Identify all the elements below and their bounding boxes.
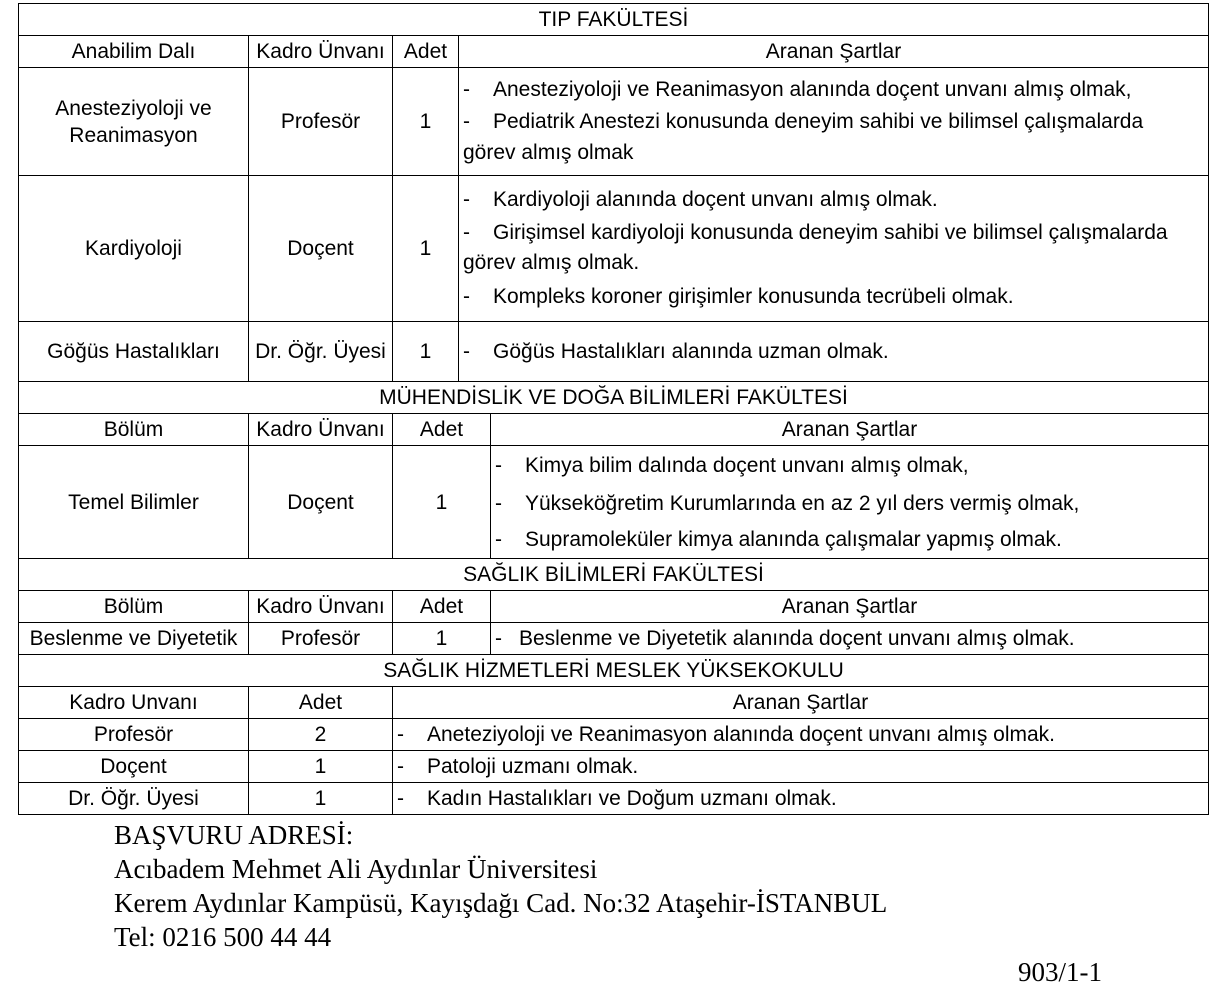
- conditions-cell: [459, 176, 1209, 322]
- col-header-title: Kadro Unvanı: [19, 687, 249, 719]
- col-header-dept: Anabilim Dalı: [19, 36, 249, 68]
- count-cell: 1: [393, 446, 491, 559]
- dept-cell: Göğüs Hastalıkları: [19, 322, 249, 382]
- condition-item: - Girişimsel kardiyoloji konusunda deneyim sahibi ve bilimsel çalışmalarda: [463, 220, 1168, 244]
- title-cell: Doçent: [19, 751, 249, 783]
- condition-item: - Supramoleküler kimya alanında çalışmalar yapmış olmak.: [495, 528, 1062, 551]
- announcement-sheet: [18, 3, 1208, 815]
- table-header-row: [19, 591, 1209, 623]
- col-header-conditions: Aranan Şartlar: [491, 591, 1209, 623]
- count-cell: 2: [249, 719, 393, 751]
- col-header-dept: Bölüm: [19, 591, 249, 623]
- table-row: [19, 322, 1209, 382]
- faculty-row-muh: [19, 382, 1209, 414]
- count-cell: 1: [393, 322, 459, 382]
- table-row: [19, 719, 1209, 751]
- faculty-title: MÜHENDİSLİK VE DOĞA BİLİMLERİ FAKÜLTESİ: [19, 382, 1209, 414]
- faculty-row-myo: [19, 655, 1209, 687]
- table-row: [19, 783, 1209, 815]
- dept-cell: Anesteziyoloji ve Reanimasyon: [19, 68, 249, 176]
- faculty-title: SAĞLIK BİLİMLERİ FAKÜLTESİ: [19, 559, 1209, 591]
- title-cell: Dr. Öğr. Üyesi: [249, 322, 393, 382]
- col-header-title: Kadro Ünvanı: [249, 591, 393, 623]
- condition-item: - Kadın Hastalıkları ve Doğum uzmanı olmak.: [397, 787, 837, 810]
- table-row: [19, 623, 1209, 655]
- title-cell: Dr. Öğr. Üyesi: [19, 783, 249, 815]
- condition-item: - Göğüs Hastalıkları alanında uzman olmak.: [463, 339, 889, 363]
- count-cell: 1: [249, 783, 393, 815]
- col-header-conditions: Aranan Şartlar: [491, 414, 1209, 446]
- condition-item: - Beslenme ve Diyetetik alanında doçent unvanı almış olmak.: [495, 627, 1075, 650]
- title-cell: Profesör: [249, 623, 393, 655]
- conditions-cell: [459, 68, 1209, 176]
- count-cell: 1: [393, 68, 459, 176]
- positions-table: [18, 3, 1209, 815]
- title-cell: Doçent: [249, 176, 393, 322]
- table-header-row: [19, 687, 1209, 719]
- faculty-row-tip: [19, 4, 1209, 36]
- faculty-row-saglik: [19, 559, 1209, 591]
- dept-cell: Temel Bilimler: [19, 446, 249, 559]
- conditions-cell: [393, 751, 1209, 783]
- col-header-count: Adet: [393, 414, 491, 446]
- col-header-title: Kadro Ünvanı: [249, 36, 393, 68]
- condition-item: - Anesteziyoloji ve Reanimasyon alanında doçent unvanı almış olmak,: [463, 78, 1132, 101]
- col-header-dept: Bölüm: [19, 414, 249, 446]
- dept-cell: Beslenme ve Diyetetik: [19, 623, 249, 655]
- address-line-university: Acıbadem Mehmet Ali Aydınlar Üniversitesi: [114, 854, 598, 884]
- dept-cell: Kardiyoloji: [19, 176, 249, 322]
- conditions-cell: [393, 783, 1209, 815]
- title-cell: Profesör: [249, 68, 393, 176]
- table-row: [19, 68, 1209, 176]
- condition-item: - Kimya bilim dalında doçent unvanı almış olmak,: [495, 454, 969, 477]
- address-line-campus: Kerem Aydınlar Kampüsü, Kayışdağı Cad. No:32 Ataşehir-İSTANBUL: [114, 888, 888, 918]
- address-heading: BAŞVURU ADRESİ:: [114, 820, 354, 850]
- col-header-conditions: Aranan Şartlar: [459, 36, 1209, 68]
- count-cell: 1: [393, 176, 459, 322]
- table-row: [19, 446, 1209, 559]
- table-header-row: [19, 414, 1209, 446]
- count-cell: 1: [393, 623, 491, 655]
- conditions-cell: [393, 719, 1209, 751]
- table-row: [19, 176, 1209, 322]
- condition-item: - Aneteziyoloji ve Reanimasyon alanında doçent unvanı almış olmak.: [397, 723, 1056, 746]
- col-header-count: Adet: [393, 36, 459, 68]
- col-header-count: Adet: [249, 687, 393, 719]
- condition-item-continued: görev almış olmak.: [463, 250, 640, 274]
- col-header-conditions: Aranan Şartlar: [393, 687, 1209, 719]
- address-phone: Tel: 0216 500 44 44: [114, 922, 332, 952]
- condition-item: - Patoloji uzmanı olmak.: [397, 755, 639, 778]
- table-header-row: [19, 36, 1209, 68]
- table-row: [19, 751, 1209, 783]
- condition-item: - Kardiyoloji alanında doçent unvanı almış olmak.: [463, 187, 938, 211]
- conditions-cell: [491, 446, 1209, 559]
- page-number: 903/1-1: [1018, 957, 1102, 987]
- count-cell: 1: [249, 751, 393, 783]
- condition-item: - Yükseköğretim Kurumlarında en az 2 yıl ders vermiş olmak,: [495, 492, 1080, 515]
- condition-item: - Kompleks koroner girişimler konusunda tecrübeli olmak.: [463, 284, 1014, 308]
- conditions-cell: [459, 322, 1209, 382]
- conditions-cell: [491, 623, 1209, 655]
- condition-item-continued: görev almış olmak: [463, 141, 634, 164]
- condition-item: - Pediatrik Anestezi konusunda deneyim sahibi ve bilimsel çalışmalarda: [463, 110, 1144, 133]
- application-address: [114, 818, 887, 954]
- col-header-count: Adet: [393, 591, 491, 623]
- title-cell: Doçent: [249, 446, 393, 559]
- col-header-title: Kadro Ünvanı: [249, 414, 393, 446]
- faculty-title: SAĞLIK HİZMETLERİ MESLEK YÜKSEKOKULU: [19, 655, 1209, 687]
- title-cell: Profesör: [19, 719, 249, 751]
- faculty-title: TIP FAKÜLTESİ: [19, 4, 1209, 36]
